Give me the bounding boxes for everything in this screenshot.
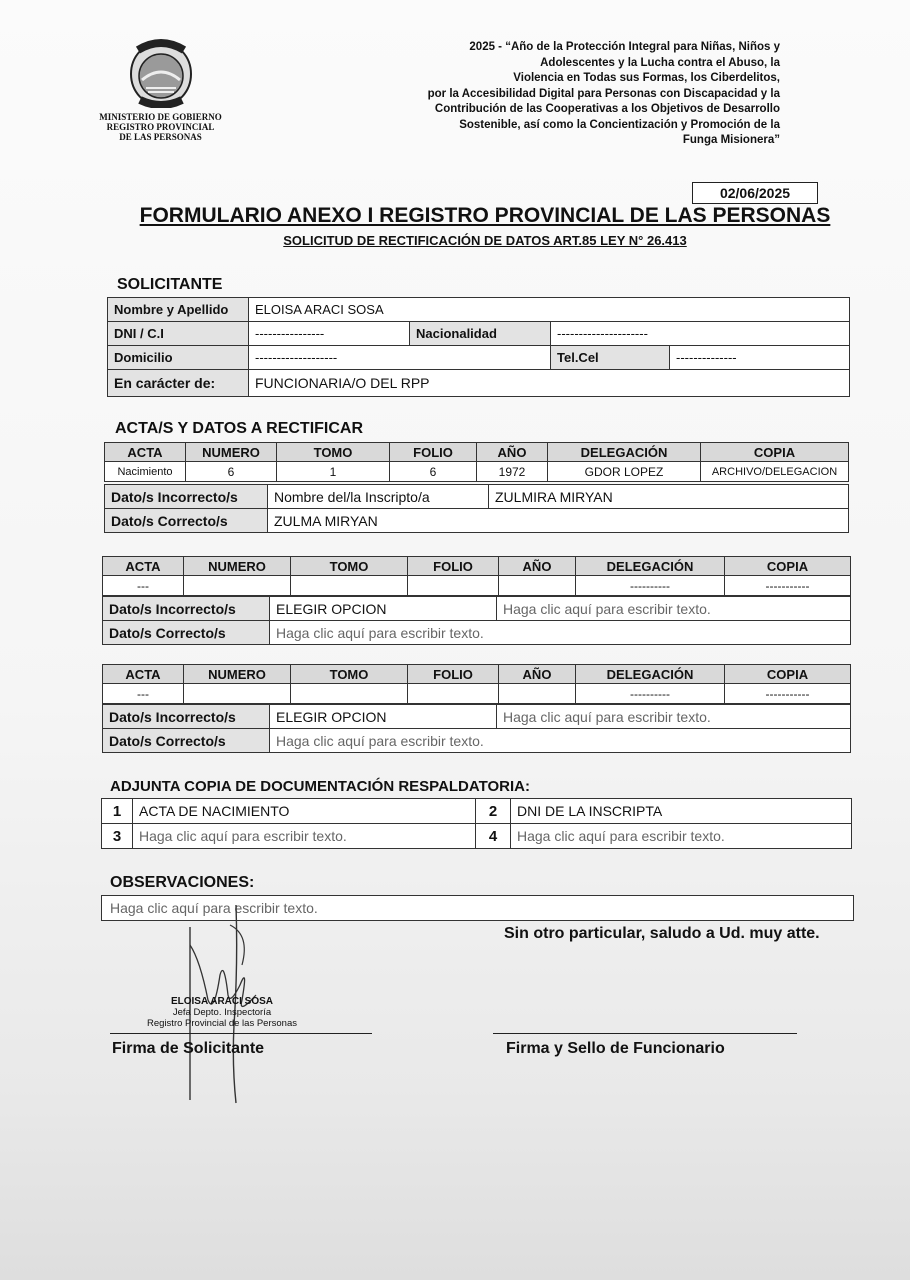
adjunta-number: 4 [476, 824, 511, 849]
col-acta-header: ACTA [103, 557, 184, 576]
dni-label: DNI / C.I [108, 322, 249, 346]
adjunta-item-field[interactable]: Haga clic aquí para escribir texto. [511, 824, 852, 849]
ministry-logo-block [88, 36, 233, 142]
dni-field[interactable]: ---------------- [249, 322, 410, 346]
adjunta-heading: ADJUNTA COPIA DE DOCUMENTACIÓN RESPALDATORIA: [110, 778, 530, 795]
adjunta-number: 3 [102, 824, 133, 849]
motto-line: 2025 - “Año de la Protección Integral para Niñas, Niños y [469, 41, 780, 53]
col-tomo-header: TOMO [277, 443, 390, 462]
motto-line: Adolescentes y la Lucha contra el Abuso, la [540, 56, 780, 69]
folio-cell[interactable] [408, 576, 499, 596]
col-folio-header: FOLIO [390, 443, 477, 462]
closing-text: Sin otro particular, saludo a Ud. muy atte. [504, 925, 820, 942]
col-delegacion-header: DELEGACIÓN [548, 443, 701, 462]
nombre-field[interactable]: ELOISA ARACI SOSA [249, 298, 850, 322]
col-numero-header: NUMERO [184, 665, 291, 684]
nacionalidad-label: Nacionalidad [410, 322, 551, 346]
motto-line: Contribución de las Cooperativas a los Objetivos de Desarrollo [434, 103, 780, 115]
incorrect-label: Dato/s Incorrecto/s [103, 597, 270, 621]
motto-line: Violencia en Todas sus Formas, los Ciberdelitos, [513, 72, 780, 84]
applicant-signature-line [110, 1033, 372, 1034]
tomo-cell[interactable]: 1 [277, 462, 390, 482]
motto-line: por la Accesibilidad Digital para Personas con Discapacidad y la [427, 87, 780, 100]
domicilio-field[interactable]: ------------------- [249, 346, 551, 370]
year-motto [360, 40, 780, 149]
acta-header-row [103, 665, 851, 684]
acta-header-row [103, 557, 851, 576]
col-copia-header: COPIA [701, 443, 849, 462]
anio-cell[interactable]: 1972 [477, 462, 548, 482]
copia-cell[interactable]: ----------- [725, 684, 851, 704]
acta-table [102, 664, 851, 704]
tel-field[interactable]: -------------- [670, 346, 850, 370]
form-subtitle: SOLICITUD DE RECTIFICACIÓN DE DATOS ART.85 LEY N° 26.413 [283, 233, 687, 248]
incorrect-value-field[interactable]: Haga clic aquí para escribir texto. [497, 705, 851, 729]
delegacion-cell[interactable]: ---------- [576, 576, 725, 596]
acta-block-3 [102, 664, 851, 753]
caracter-label: En carácter de: [108, 370, 249, 397]
nacionalidad-field[interactable]: --------------------- [551, 322, 850, 346]
col-numero-header: NUMERO [184, 557, 291, 576]
incorrect-field-select[interactable]: Nombre del/la Inscripto/a [268, 485, 489, 509]
col-acta-header: ACTA [103, 665, 184, 684]
acta-table [104, 442, 849, 482]
applicant-signature-label: Firma de Solicitante [112, 1040, 265, 1057]
col-tomo-header: TOMO [291, 557, 408, 576]
col-folio-header: FOLIO [408, 665, 499, 684]
ministry-line: DE LAS PERSONAS [119, 132, 202, 142]
actas-heading: ACTA/S Y DATOS A RECTIFICAR [115, 420, 364, 437]
caracter-field[interactable]: FUNCIONARIA/O DEL RPP [249, 370, 850, 397]
incorrect-value-field[interactable]: Haga clic aquí para escribir texto. [497, 597, 851, 621]
folio-cell[interactable]: 6 [390, 462, 477, 482]
col-copia-header: COPIA [725, 665, 851, 684]
anio-cell[interactable] [499, 684, 576, 704]
col-folio-header: FOLIO [408, 557, 499, 576]
acta-data-row [103, 684, 851, 704]
anio-cell[interactable] [499, 576, 576, 596]
col-acta-header: ACTA [105, 443, 186, 462]
motto-line: Sostenible, así como la Concientización y Promoción de la [459, 118, 780, 131]
col-delegacion-header: DELEGACIÓN [576, 665, 725, 684]
delegacion-cell[interactable]: GDOR LOPEZ [548, 462, 701, 482]
numero-cell[interactable]: 6 [186, 462, 277, 482]
stamp-role: Jefa Depto. Inspectoría [172, 1007, 272, 1018]
acta-data-row [105, 462, 849, 482]
incorrect-label: Dato/s Incorrecto/s [103, 705, 270, 729]
adjunta-item-field[interactable]: ACTA DE NACIMIENTO [133, 799, 476, 824]
folio-cell[interactable] [408, 684, 499, 704]
incorrect-field-select[interactable]: ELEGIR OPCION [270, 597, 497, 621]
copia-cell[interactable]: ----------- [725, 576, 851, 596]
acta-data-row [103, 576, 851, 596]
numero-cell[interactable] [184, 576, 291, 596]
adjunta-number: 1 [102, 799, 133, 824]
ministry-line: REGISTRO PROVINCIAL [106, 122, 215, 132]
col-copia-header: COPIA [725, 557, 851, 576]
date-field[interactable]: 02/06/2025 [692, 182, 818, 204]
domicilio-label: Domicilio [108, 346, 249, 370]
solicitante-table [107, 297, 850, 397]
solicitante-heading: SOLICITANTE [117, 276, 223, 293]
incorrect-label: Dato/s Incorrecto/s [105, 485, 268, 509]
col-anio-header: AÑO [499, 665, 576, 684]
col-tomo-header: TOMO [291, 665, 408, 684]
acta-cell[interactable]: --- [103, 576, 184, 596]
correct-label: Dato/s Correcto/s [105, 509, 268, 533]
signature-stamp [132, 996, 312, 1029]
ministry-name [88, 112, 233, 142]
provincial-seal-icon [126, 36, 196, 108]
nombre-label: Nombre y Apellido [108, 298, 249, 322]
ministry-line: MINISTERIO DE GOBIERNO [99, 112, 222, 122]
rectificacion-table [102, 596, 851, 645]
observaciones-field[interactable]: Haga clic aquí para escribir texto. [101, 895, 854, 921]
motto-line: Funga Misionera” [682, 134, 780, 146]
form-title: FORMULARIO ANEXO I REGISTRO PROVINCIAL DE LAS PERSONAS [139, 204, 831, 227]
tel-label: Tel.Cel [551, 346, 670, 370]
correct-value-field[interactable]: Haga clic aquí para escribir texto. [270, 621, 851, 645]
copia-cell[interactable]: ARCHIVO/DELEGACION [701, 462, 849, 482]
rectificacion-table [104, 484, 849, 533]
adjunta-table [101, 798, 852, 849]
numero-cell[interactable] [184, 684, 291, 704]
tomo-cell[interactable] [291, 684, 408, 704]
incorrect-value-field[interactable]: ZULMIRA MIRYAN [489, 485, 849, 509]
acta-block-2 [102, 556, 851, 645]
col-anio-header: AÑO [477, 443, 548, 462]
acta-cell[interactable]: --- [103, 684, 184, 704]
acta-header-row [105, 443, 849, 462]
col-anio-header: AÑO [499, 557, 576, 576]
stamp-office: Registro Provincial de las Personas [147, 1018, 297, 1029]
correct-value-field[interactable]: ZULMA MIRYAN [268, 509, 849, 533]
stamp-name: ELOISA ARACI SOSA [170, 996, 274, 1007]
delegacion-cell[interactable]: ---------- [576, 684, 725, 704]
tomo-cell[interactable] [291, 576, 408, 596]
acta-table [102, 556, 851, 596]
rectificacion-table [102, 704, 851, 753]
correct-label: Dato/s Correcto/s [103, 621, 270, 645]
adjunta-item-field[interactable]: Haga clic aquí para escribir texto. [133, 824, 476, 849]
adjunta-number: 2 [476, 799, 511, 824]
observaciones-heading: OBSERVACIONES: [110, 874, 255, 891]
adjunta-item-field[interactable]: DNI DE LA INSCRIPTA [511, 799, 852, 824]
acta-cell[interactable]: Nacimiento [105, 462, 186, 482]
col-numero-header: NUMERO [186, 443, 277, 462]
official-signature-label: Firma y Sello de Funcionario [506, 1040, 725, 1057]
col-delegacion-header: DELEGACIÓN [576, 557, 725, 576]
incorrect-field-select[interactable]: ELEGIR OPCION [270, 705, 497, 729]
correct-label: Dato/s Correcto/s [103, 729, 270, 753]
official-signature-line [493, 1033, 797, 1034]
correct-value-field[interactable]: Haga clic aquí para escribir texto. [270, 729, 851, 753]
acta-block-1 [104, 442, 849, 533]
